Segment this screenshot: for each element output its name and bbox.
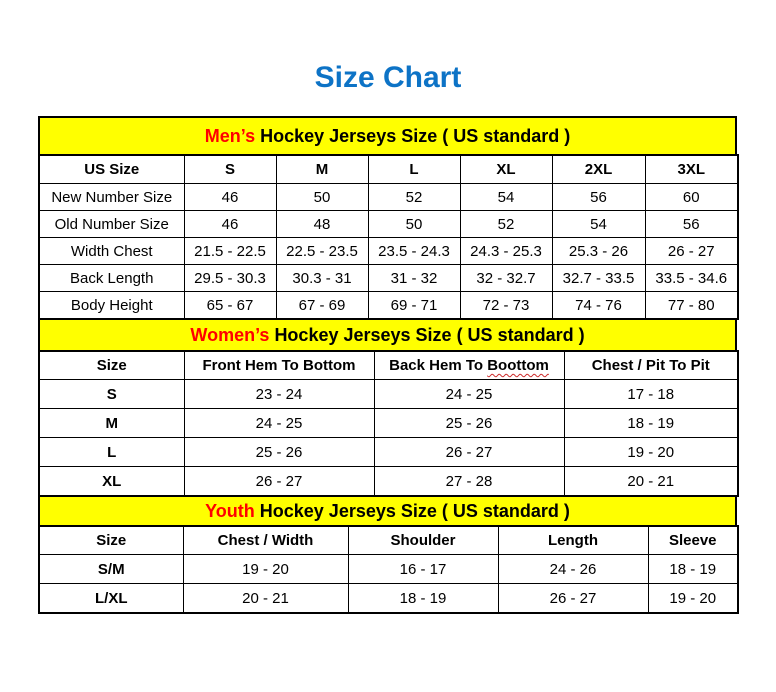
table-row: [39, 380, 738, 409]
table-row: [39, 238, 738, 265]
table-row: [39, 409, 738, 438]
table-row: [39, 467, 738, 497]
column-header-cell: 2XL: [552, 155, 645, 184]
column-header-cell: US Size: [39, 155, 184, 184]
table-row: [39, 438, 738, 467]
womens-section: [38, 318, 737, 497]
value-cell: 25.3 - 26: [552, 238, 645, 265]
column-header-cell: S: [184, 155, 276, 184]
column-header-cell: Shoulder: [348, 526, 498, 555]
column-header-cell: Chest / Width: [183, 526, 348, 555]
value-cell: 22.5 - 23.5: [276, 238, 368, 265]
value-cell: 23 - 24: [184, 380, 374, 409]
mens-banner-rest: Hockey Jerseys Size ( US standard ): [255, 125, 571, 146]
value-cell: 67 - 69: [276, 292, 368, 320]
value-cell: 25 - 26: [374, 409, 564, 438]
row-label-cell: S: [39, 380, 184, 409]
row-label-cell: S/M: [39, 555, 183, 584]
row-label-cell: Body Height: [39, 292, 184, 320]
value-cell: 48: [276, 211, 368, 238]
row-label-cell: XL: [39, 467, 184, 497]
size-tables-container: [38, 116, 737, 614]
value-cell: 33.5 - 34.6: [645, 265, 738, 292]
youth-banner: [38, 495, 737, 527]
misspelled-word: Boottom: [487, 357, 549, 374]
row-label-cell: M: [39, 409, 184, 438]
womens-banner-highlight: Women’s: [190, 324, 270, 345]
column-header-cell: XL: [460, 155, 552, 184]
value-cell: 23.5 - 24.3: [368, 238, 460, 265]
value-cell: 30.3 - 31: [276, 265, 368, 292]
column-header-cell: Chest / Pit To Pit: [564, 351, 738, 380]
value-cell: 24 - 25: [184, 409, 374, 438]
column-header-cell: Sleeve: [648, 526, 738, 555]
value-cell: 77 - 80: [645, 292, 738, 320]
row-label-cell: New Number Size: [39, 184, 184, 211]
value-cell: 16 - 17: [348, 555, 498, 584]
womens-banner: [38, 318, 737, 352]
header-row: [39, 351, 738, 380]
value-cell: 26 - 27: [184, 467, 374, 497]
value-cell: 24 - 26: [498, 555, 648, 584]
womens-banner-rest: Hockey Jerseys Size ( US standard ): [269, 324, 585, 345]
value-cell: 31 - 32: [368, 265, 460, 292]
header-row: [39, 155, 738, 184]
row-label-cell: L/XL: [39, 584, 183, 614]
youth-size-table: [38, 525, 739, 614]
value-cell: 26 - 27: [498, 584, 648, 614]
youth-section: [38, 495, 737, 614]
column-header-cell: [374, 351, 564, 380]
value-cell: 72 - 73: [460, 292, 552, 320]
page-title: Size Chart: [314, 61, 462, 94]
value-cell: 65 - 67: [184, 292, 276, 320]
mens-size-table: [38, 154, 739, 320]
value-cell: 46: [184, 184, 276, 211]
womens-size-table: [38, 350, 739, 497]
column-header-cell: M: [276, 155, 368, 184]
column-header-cell: L: [368, 155, 460, 184]
value-cell: 54: [552, 211, 645, 238]
mens-banner: [38, 116, 737, 156]
value-cell: 24.3 - 25.3: [460, 238, 552, 265]
column-header-cell: Size: [39, 351, 184, 380]
value-cell: 27 - 28: [374, 467, 564, 497]
row-label-cell: Width Chest: [39, 238, 184, 265]
value-cell: 46: [184, 211, 276, 238]
header-text: Back Hem To: [389, 357, 488, 374]
row-label-cell: L: [39, 438, 184, 467]
youth-banner-rest: Hockey Jerseys Size ( US standard ): [254, 500, 570, 521]
value-cell: 29.5 - 30.3: [184, 265, 276, 292]
value-cell: 54: [460, 184, 552, 211]
value-cell: 25 - 26: [184, 438, 374, 467]
youth-banner-highlight: Youth: [205, 500, 255, 521]
value-cell: 32 - 32.7: [460, 265, 552, 292]
value-cell: 20 - 21: [564, 467, 738, 497]
value-cell: 26 - 27: [645, 238, 738, 265]
mens-section: [38, 116, 737, 320]
header-row: [39, 526, 738, 555]
table-row: [39, 265, 738, 292]
value-cell: 56: [552, 184, 645, 211]
mens-banner-highlight: Men’s: [204, 125, 256, 146]
table-row: [39, 555, 738, 584]
value-cell: 24 - 25: [374, 380, 564, 409]
column-header-cell: Length: [498, 526, 648, 555]
value-cell: 19 - 20: [183, 555, 348, 584]
column-header-cell: Front Hem To Bottom: [184, 351, 374, 380]
column-header-cell: 3XL: [645, 155, 738, 184]
value-cell: 56: [645, 211, 738, 238]
value-cell: 19 - 20: [564, 438, 738, 467]
value-cell: 52: [460, 211, 552, 238]
row-label-cell: Old Number Size: [39, 211, 184, 238]
value-cell: 21.5 - 22.5: [184, 238, 276, 265]
row-label-cell: Back Length: [39, 265, 184, 292]
table-row: [39, 292, 738, 320]
value-cell: 60: [645, 184, 738, 211]
table-row: [39, 211, 738, 238]
value-cell: 50: [276, 184, 368, 211]
value-cell: 69 - 71: [368, 292, 460, 320]
value-cell: 32.7 - 33.5: [552, 265, 645, 292]
value-cell: 18 - 19: [348, 584, 498, 614]
table-row: [39, 184, 738, 211]
value-cell: 20 - 21: [183, 584, 348, 614]
value-cell: 17 - 18: [564, 380, 738, 409]
value-cell: 52: [368, 184, 460, 211]
value-cell: 18 - 19: [648, 555, 738, 584]
value-cell: 50: [368, 211, 460, 238]
column-header-cell: Size: [39, 526, 183, 555]
table-row: [39, 584, 738, 614]
value-cell: 18 - 19: [564, 409, 738, 438]
value-cell: 74 - 76: [552, 292, 645, 320]
value-cell: 26 - 27: [374, 438, 564, 467]
value-cell: 19 - 20: [648, 584, 738, 614]
